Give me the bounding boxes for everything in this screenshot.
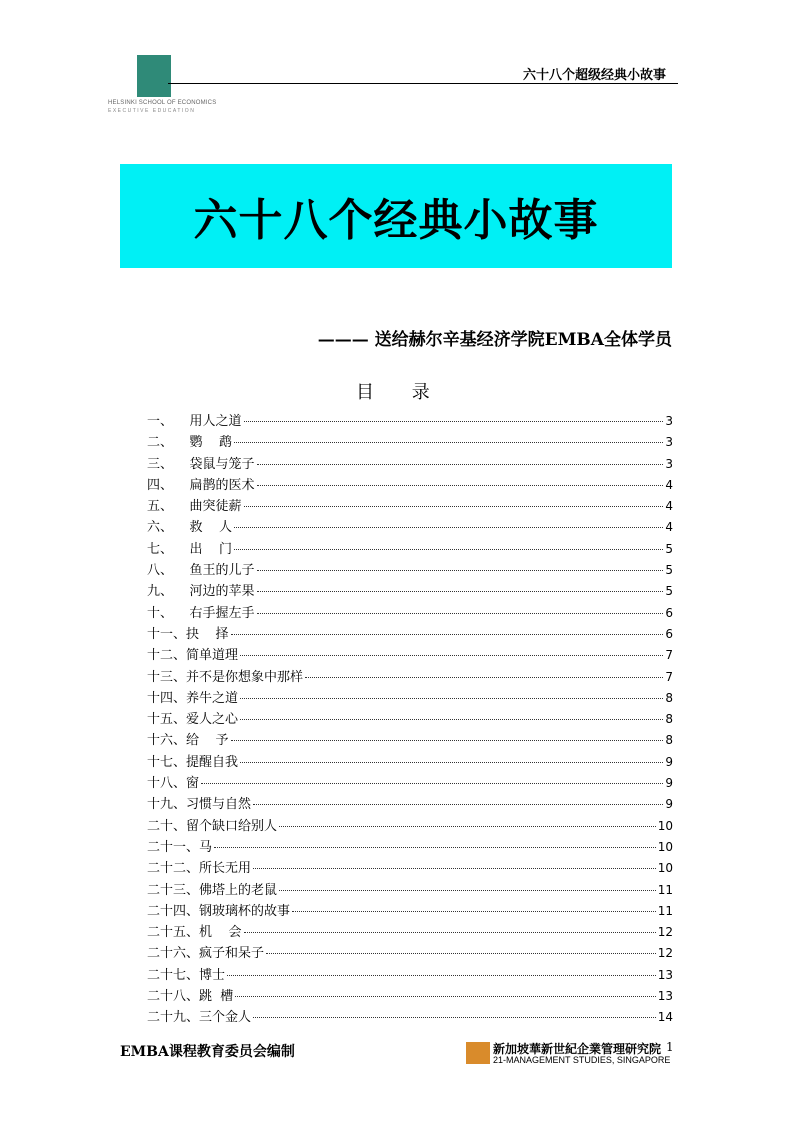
- toc-entry-page: 7: [665, 648, 673, 663]
- toc-entry-label: 十七、提醒自我: [147, 754, 239, 770]
- toc-entry[interactable]: [147, 1006, 673, 1027]
- toc-entry[interactable]: [147, 559, 673, 580]
- toc-entry-label: 九、 河边的苹果: [147, 584, 255, 600]
- toc-entry[interactable]: [147, 453, 673, 474]
- toc-entry[interactable]: [147, 815, 673, 836]
- toc-entry[interactable]: [147, 602, 673, 623]
- toc-dot-leader: [253, 1017, 656, 1018]
- title-banner: [120, 164, 672, 268]
- toc-entry-page: 10: [657, 861, 673, 876]
- toc-dot-leader: [279, 826, 656, 827]
- toc-entry-label: 七、 出 门: [147, 541, 233, 557]
- toc-entry-label: 二十六、疯子和呆子: [147, 946, 265, 962]
- toc-entry[interactable]: [147, 644, 673, 665]
- toc-entry-label: 二十一、马: [147, 839, 213, 855]
- toc-entry-page: 8: [665, 712, 673, 727]
- toc-entry-page: 5: [665, 563, 673, 578]
- toc-entry[interactable]: [147, 410, 673, 431]
- toc-entry-page: 9: [665, 776, 673, 791]
- toc-entry-page: 12: [657, 925, 673, 940]
- running-header-title: 六十八个超级经典小故事: [522, 68, 666, 83]
- toc-entry-label: 十二、简单道理: [147, 648, 239, 664]
- toc-entry-label: 十三、并不是你想象中那样: [147, 669, 304, 685]
- toc-entry-label: 二十、留个缺口给别人: [147, 818, 278, 834]
- toc-entry-page: 7: [665, 669, 673, 684]
- toc-entry-label: 二、 鹦 鹉: [147, 435, 233, 451]
- toc-dot-leader: [244, 932, 656, 933]
- toc-entry-label: 二十八、跳 槽: [147, 989, 234, 1005]
- toc-entry-page: 11: [657, 903, 673, 918]
- footer-institute-name: 新加坡華新世紀企業管理研究院: [493, 1042, 662, 1056]
- toc-dot-leader: [292, 911, 656, 912]
- toc-dot-leader: [244, 506, 664, 507]
- toc-entry-label: 二十七、博士: [147, 967, 226, 983]
- toc-entry[interactable]: [147, 431, 673, 452]
- toc-dot-leader: [257, 613, 664, 614]
- toc-entry-label: 三、 袋鼠与笼子: [147, 456, 255, 472]
- toc-dot-leader: [305, 677, 663, 678]
- toc-entry-page: 14: [657, 1010, 673, 1025]
- logo-caption-secondary: EXECUTIVE EDUCATION: [108, 108, 196, 114]
- toc-dot-leader: [227, 975, 656, 976]
- toc-entry[interactable]: [147, 538, 673, 559]
- toc-entry[interactable]: [147, 900, 673, 921]
- institute-logo-icon: [466, 1042, 490, 1064]
- dedication-subtitle: ——— 送给赫尔辛基经济学院EMBA全体学员: [317, 330, 672, 350]
- logo-caption: HELSINKI SCHOOL OF ECONOMICS: [108, 100, 217, 106]
- page-number: 1: [666, 1040, 674, 1054]
- toc-dot-leader: [257, 485, 664, 486]
- header-divider: [168, 83, 678, 84]
- toc-entry-page: 6: [665, 605, 673, 620]
- toc-entry-page: 8: [665, 690, 673, 705]
- toc-entry[interactable]: [147, 985, 673, 1006]
- toc-dot-leader: [214, 847, 656, 848]
- toc-entry-page: 3: [665, 456, 673, 471]
- toc-entry-page: 3: [665, 435, 673, 450]
- toc-entry-label: 十一、抉 择: [147, 626, 229, 642]
- toc-dot-leader: [235, 996, 655, 997]
- toc-entry-page: 13: [657, 967, 673, 982]
- toc-entry-page: 3: [665, 414, 673, 428]
- toc-dot-leader: [279, 890, 656, 891]
- toc-entry[interactable]: [147, 516, 673, 537]
- footer-editor: EMBA课程教育委员会编制: [120, 1044, 295, 1060]
- footer-institute-name-en: 21-MANAGEMENT STUDIES, SINGAPORE: [493, 1055, 671, 1065]
- toc-entry[interactable]: [147, 495, 673, 516]
- toc-entry-label: 十五、爱人之心: [147, 712, 239, 728]
- toc-entry[interactable]: [147, 793, 673, 814]
- toc-entry-page: 13: [657, 989, 673, 1004]
- toc-dot-leader: [234, 549, 663, 550]
- toc-entry[interactable]: [147, 921, 673, 942]
- toc-entry-label: 十四、养牛之道: [147, 690, 239, 706]
- toc-dot-leader: [234, 527, 663, 528]
- toc-dot-leader: [201, 783, 663, 784]
- toc-entry[interactable]: [147, 772, 673, 793]
- toc-entry-page: 10: [657, 818, 673, 833]
- toc-dot-leader: [257, 464, 664, 465]
- toc-entry-label: 五、 曲突徒薪: [147, 499, 242, 515]
- toc-entry[interactable]: [147, 666, 673, 687]
- toc-entry-label: 二十五、机 会: [147, 925, 242, 941]
- table-of-contents: [147, 410, 673, 1028]
- toc-entry-label: 十九、习惯与自然: [147, 797, 252, 813]
- toc-dot-leader: [266, 953, 656, 954]
- toc-dot-leader: [240, 762, 663, 763]
- toc-dot-leader: [244, 421, 664, 422]
- toc-dot-leader: [257, 591, 664, 592]
- toc-entry-label: 十八、窗: [147, 776, 200, 792]
- toc-entry-label: 十六、给 予: [147, 733, 229, 749]
- toc-dot-leader: [253, 868, 656, 869]
- toc-entry-label: 四、 扁鹊的医术: [147, 477, 255, 493]
- toc-entry-page: 9: [665, 797, 673, 812]
- toc-entry-page: 12: [657, 946, 673, 961]
- toc-heading: 目 录: [356, 382, 430, 403]
- toc-entry-page: 11: [657, 882, 673, 897]
- toc-entry[interactable]: [147, 687, 673, 708]
- toc-entry-label: 十、 右手握左手: [147, 605, 255, 621]
- toc-entry[interactable]: [147, 580, 673, 601]
- toc-dot-leader: [240, 719, 663, 720]
- toc-entry-page: 8: [665, 733, 673, 748]
- toc-entry[interactable]: [147, 623, 673, 644]
- toc-entry-page: 10: [657, 839, 673, 854]
- toc-entry[interactable]: [147, 751, 673, 772]
- toc-entry-label: 一、 用人之道: [147, 414, 242, 429]
- toc-entry[interactable]: [147, 836, 673, 857]
- toc-entry-page: 6: [665, 626, 673, 641]
- toc-dot-leader: [253, 804, 663, 805]
- toc-entry-page: 5: [665, 584, 673, 599]
- document-title: 六十八个经典小故事: [193, 195, 599, 246]
- toc-entry-label: 八、 鱼王的儿子: [147, 563, 255, 579]
- toc-entry-page: 4: [665, 520, 673, 535]
- toc-entry-page: 5: [665, 541, 673, 556]
- school-logo-icon: [137, 55, 171, 97]
- toc-entry-page: 4: [665, 477, 673, 492]
- toc-dot-leader: [240, 698, 663, 699]
- toc-dot-leader: [231, 740, 664, 741]
- toc-entry[interactable]: [147, 879, 673, 900]
- toc-entry[interactable]: [147, 708, 673, 729]
- toc-entry-label: 二十四、钢玻璃杯的故事: [147, 903, 291, 919]
- toc-dot-leader: [231, 634, 664, 635]
- toc-entry[interactable]: [147, 729, 673, 750]
- toc-entry-label: 二十三、佛塔上的老鼠: [147, 882, 278, 898]
- toc-entry[interactable]: [147, 942, 673, 963]
- toc-dot-leader: [257, 570, 664, 571]
- toc-entry[interactable]: [147, 474, 673, 495]
- toc-dot-leader: [240, 655, 663, 656]
- toc-entry[interactable]: [147, 964, 673, 985]
- toc-entry-page: 4: [665, 499, 673, 514]
- toc-entry-label: 二十九、三个金人: [147, 1010, 252, 1026]
- toc-dot-leader: [234, 442, 663, 443]
- toc-entry-page: 9: [665, 754, 673, 769]
- toc-entry-label: 二十二、所长无用: [147, 861, 252, 877]
- toc-entry[interactable]: [147, 857, 673, 878]
- toc-entry-label: 六、 救 人: [147, 520, 233, 536]
